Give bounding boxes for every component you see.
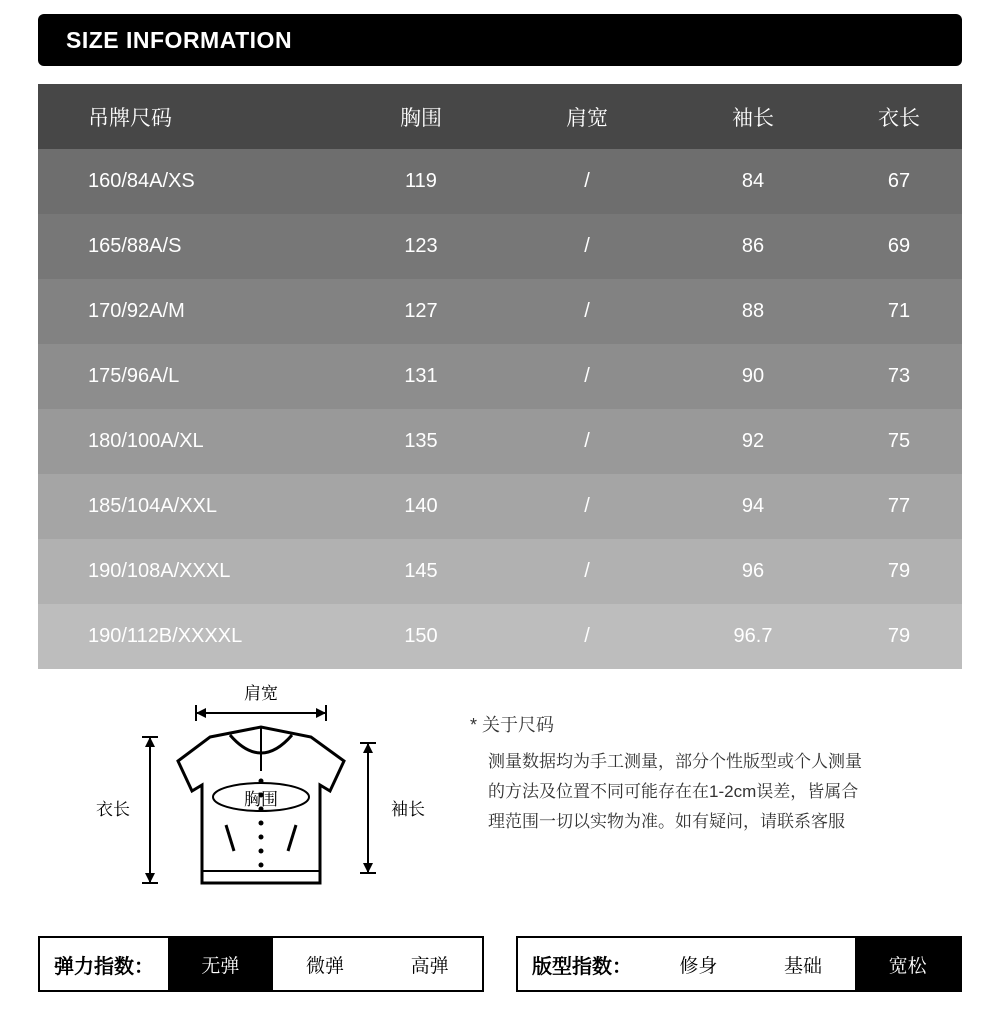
cell-chest: 140 [404, 495, 438, 517]
cell-length: 69 [887, 235, 911, 257]
cell-sleeve: 94 [741, 495, 765, 517]
cell-shoulder: / [584, 300, 590, 322]
cell-size: 190/108A/XXXL [88, 560, 231, 582]
diagram-label-length: 衣长 [96, 800, 130, 819]
garment-diagram-svg [58, 675, 458, 907]
cell-shoulder: / [584, 560, 590, 582]
elasticity-index [38, 936, 484, 992]
cell-length: 71 [887, 300, 911, 322]
fit-option-1[interactable]: 基础 [751, 938, 856, 990]
cell-length: 77 [887, 495, 911, 517]
cell-shoulder: / [584, 235, 590, 257]
cell-sleeve: 96 [741, 560, 765, 582]
fit-index-label: 版型指数： [532, 955, 632, 978]
cell-length: 79 [887, 560, 911, 582]
cell-size: 175/96A/L [88, 365, 180, 387]
garment-measure-diagram [58, 675, 458, 907]
table-header-row [38, 84, 962, 149]
cell-shoulder: / [584, 495, 590, 517]
size-note [470, 711, 962, 836]
header-cell-sleeve: 袖长 [670, 84, 836, 149]
header-cell-shoulder: 肩宽 [504, 84, 670, 149]
table-row [38, 604, 962, 669]
fit-index [516, 936, 962, 992]
table-row [38, 149, 962, 214]
cell-chest: 145 [404, 560, 438, 582]
cell-size: 185/104A/XXL [88, 495, 217, 517]
table-row [38, 344, 962, 409]
table-row [38, 214, 962, 279]
cell-length: 79 [887, 625, 911, 647]
diagram-label-shoulder: 肩宽 [244, 684, 278, 703]
cell-sleeve: 86 [741, 235, 765, 257]
table-row [38, 539, 962, 604]
table-row [38, 279, 962, 344]
cell-shoulder: / [584, 365, 590, 387]
cell-chest: 150 [404, 625, 438, 647]
elasticity-option-0[interactable]: 无弹 [168, 938, 273, 990]
cell-chest: 123 [404, 235, 438, 257]
cell-shoulder: / [584, 430, 590, 452]
size-note-line-2: 的方法及位置不同可能存在在1-2cm误差，皆属合 [488, 781, 859, 801]
size-information-page [0, 14, 1000, 1012]
cell-sleeve: 84 [741, 170, 765, 192]
size-table-head [38, 84, 962, 149]
cell-sleeve: 88 [741, 300, 765, 322]
cell-shoulder: / [584, 170, 590, 192]
page-title-bar [38, 14, 962, 66]
size-note-body [470, 747, 962, 836]
diagram-label-sleeve: 袖长 [391, 800, 425, 819]
size-note-title: * 关于尺码 [470, 715, 555, 735]
diagram-label-chest: 胸围 [244, 790, 278, 809]
elasticity-index-label: 弹力指数： [54, 955, 154, 978]
fit-option-0[interactable]: 修身 [646, 938, 751, 990]
size-note-line-3: 理范围一切以实物为准。如有疑问，请联系客服 [488, 811, 845, 831]
header-cell-chest: 胸围 [338, 84, 504, 149]
cell-length: 67 [887, 170, 911, 192]
fit-option-2[interactable]: 宽松 [855, 938, 960, 990]
size-note-line-1: 测量数据均为手工测量，部分个性版型或个人测量 [488, 752, 862, 771]
cell-sleeve: 92 [741, 430, 765, 452]
cell-size: 160/84A/XS [88, 170, 195, 192]
cell-chest: 131 [404, 365, 438, 387]
elasticity-option-2[interactable]: 高弹 [377, 938, 482, 990]
cell-chest: 119 [405, 170, 437, 192]
diagram-and-note-area [38, 675, 962, 907]
cell-chest: 135 [404, 430, 438, 452]
cell-length: 75 [887, 430, 911, 452]
cell-shoulder: / [584, 625, 590, 647]
header-cell-length: 衣长 [836, 84, 962, 149]
table-row [38, 409, 962, 474]
cell-size: 165/88A/S [88, 235, 182, 257]
cell-chest: 127 [404, 300, 438, 322]
size-table [38, 84, 962, 669]
size-table-body [38, 149, 962, 669]
index-bars [38, 936, 962, 992]
elasticity-option-1[interactable]: 微弹 [273, 938, 378, 990]
cell-size: 190/112B/XXXXL [88, 625, 243, 647]
page-title: SIZE INFORMATION [66, 26, 293, 53]
header-cell-size: 吊牌尺码 [38, 84, 338, 149]
cell-size: 180/100A/XL [88, 430, 204, 452]
cell-sleeve: 90 [741, 365, 765, 387]
cell-sleeve: 96.7 [733, 625, 773, 647]
cell-size: 170/92A/M [88, 300, 185, 322]
cell-length: 73 [887, 365, 911, 387]
table-row [38, 474, 962, 539]
